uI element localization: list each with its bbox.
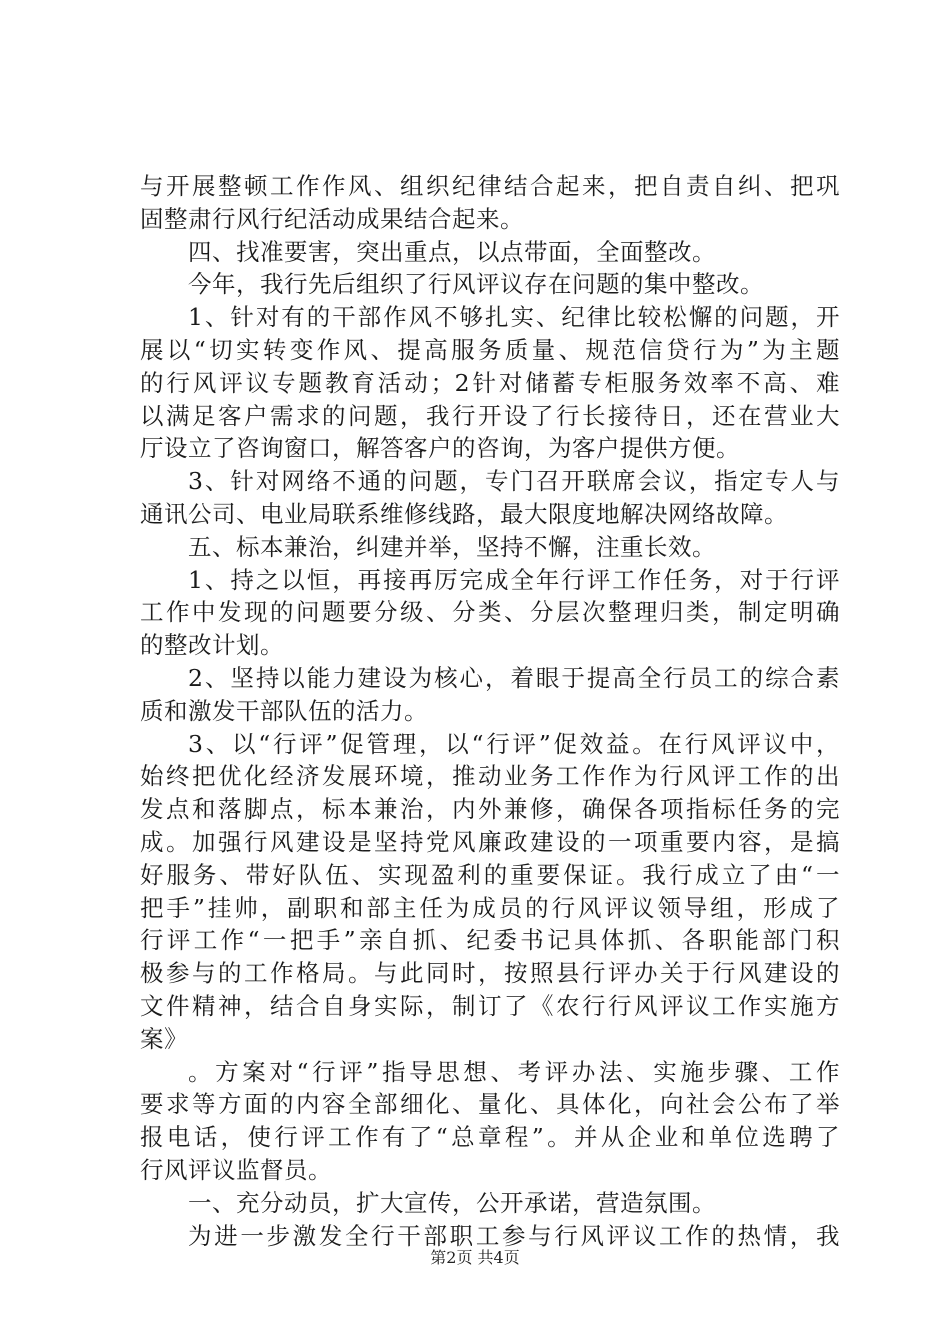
text-line: 2、坚持以能力建设为核心，着眼于提高全行员工的综合素 xyxy=(188,663,840,692)
text-line: 今年，我行先后组织了行风评议存在问题的集中整改。 xyxy=(188,270,764,299)
text-line: 质和激发干部队伍的活力。 xyxy=(140,696,428,725)
text-line: 3、针对网络不通的问题，专门召开联席会议，指定专人与 xyxy=(188,467,840,496)
text-line: 行评工作“一把手”亲自抓、纪委书记具体抓、各职能部门积 xyxy=(140,926,840,955)
text-line: 1、针对有的干部作风不够扎实、纪律比较松懈的问题，开 xyxy=(188,303,840,332)
page-footer: 第2页 共4页 xyxy=(430,1248,520,1267)
text-line: 3、以“行评”促管理，以“行评”促效益。在行风评议中， xyxy=(188,729,840,758)
text-line: 五、标本兼治，纠建并举，坚持不懈，注重长效。 xyxy=(188,532,716,561)
text-line: 文件精神，结合自身实际，制订了《农行行风评议工作实施方 xyxy=(140,991,840,1020)
text-line: 行风评议监督员。 xyxy=(140,1155,332,1184)
text-line: 1、持之以恒，再接再厉完成全年行评工作任务，对于行评 xyxy=(188,565,840,594)
text-line: 。方案对“行评”指导思想、考评办法、实施步骤、工作 xyxy=(188,1057,840,1086)
text-line: 的行风评议专题教育活动；2针对储蓄专柜服务效率不高、难 xyxy=(140,368,840,397)
text-line: 好服务、带好队伍、实现盈利的重要保证。我行成立了由“一 xyxy=(140,860,840,889)
text-line: 要求等方面的内容全部细化、量化、具体化，向社会公布了举 xyxy=(140,1090,840,1119)
text-line: 通讯公司、电业局联系维修线路，最大限度地解决网络故障。 xyxy=(140,499,788,528)
text-line: 始终把优化经济发展环境，推动业务工作作为行风评工作的出 xyxy=(140,762,840,791)
text-line: 展以“切实转变作风、提高服务质量、规范信贷行为”为主题 xyxy=(140,335,840,364)
text-line: 成。加强行风建设是坚持党风廉政建设的一项重要内容，是搞 xyxy=(140,827,840,856)
text-line: 四、找准要害，突出重点，以点带面，全面整改。 xyxy=(188,237,716,266)
text-line: 工作中发现的问题要分级、分类、分层次整理归类，制定明确 xyxy=(140,598,840,627)
text-line: 的整改计划。 xyxy=(140,631,284,660)
text-line: 极参与的工作格局。与此同时，按照县行评办关于行风建设的 xyxy=(140,959,840,988)
text-line: 报电话，使行评工作有了“总章程”。并从企业和单位选聘了 xyxy=(140,1123,840,1152)
text-line: 厅设立了咨询窗口，解答客户的咨询，为客户提供方便。 xyxy=(140,434,740,463)
text-line: 案》 xyxy=(140,1024,188,1053)
text-line: 以满足客户需求的问题，我行开设了行长接待日，还在营业大 xyxy=(140,401,840,430)
text-line: 与开展整顿工作作风、组织纪律结合起来，把自责自纠、把巩 xyxy=(140,172,840,200)
text-line: 把手”挂帅，副职和部主任为成员的行风评议领导组，形成了 xyxy=(140,893,840,922)
text-line: 一、充分动员，扩大宣传，公开承诺，营造氛围。 xyxy=(188,1188,716,1217)
text-line: 发点和落脚点，标本兼治，内外兼修，确保各项指标任务的完 xyxy=(140,795,840,824)
text-line: 为进一步激发全行干部职工参与行风评议工作的热情，我 xyxy=(188,1221,840,1250)
text-line: 固整肃行风行纪活动成果结合起来。 xyxy=(140,204,524,233)
document-body xyxy=(140,170,840,1252)
